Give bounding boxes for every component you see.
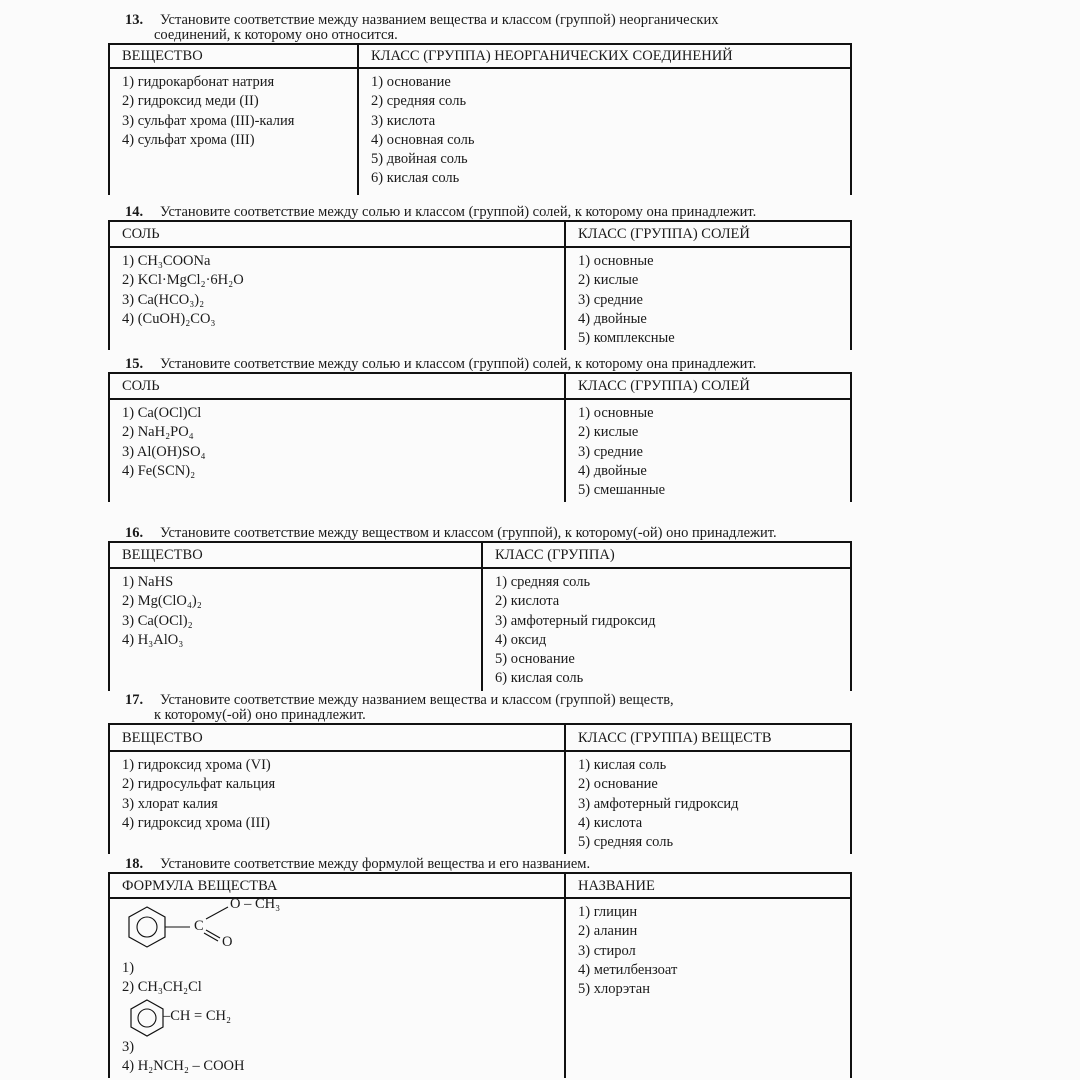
question-number: 16. (125, 525, 144, 541)
matching-table (108, 372, 852, 502)
right-items (565, 399, 851, 502)
list-item: 3) Ca(HCO₃)₂ (122, 291, 205, 308)
matching-table (108, 43, 852, 195)
column-header-left: ФОРМУЛА ВЕЩЕСТВА (109, 873, 565, 898)
list-item: 1) гидрокарбонат натрия (122, 74, 275, 90)
structure-styrene (122, 998, 322, 1038)
list-item: 2) средняя соль (371, 93, 467, 110)
column-header-right: КЛАСС (ГРУППА) ВЕЩЕСТВ (565, 724, 851, 751)
question-number: 13. (125, 12, 144, 28)
question-text: Установите соответствие между названием вещества и классом (группой) веществ, (160, 692, 674, 708)
right-items (565, 898, 851, 1078)
list-item: 2) кислые (578, 272, 639, 289)
right-items (565, 247, 851, 350)
oxygen-label: O (222, 934, 233, 950)
list-item: 3) амфотерный гидроксид (578, 795, 739, 812)
column-header-left: СОЛЬ (109, 373, 565, 399)
vinyl-label: –CH = CH₂ (163, 1007, 232, 1024)
column-header-right: КЛАСС (ГРУППА) СОЛЕЙ (565, 373, 851, 399)
list-item: 5) основание (495, 651, 575, 668)
right-items (358, 68, 851, 195)
list-item: 4) кислота (578, 814, 643, 831)
list-item: 2) кислота (495, 593, 560, 610)
list-item: 5) смешанные (578, 482, 666, 499)
left-items (109, 399, 565, 502)
question-18 (108, 857, 852, 1078)
left-items (109, 898, 565, 1078)
question-text: Установите соответствие между названием вещества и классом (группой) неорганических (160, 12, 719, 28)
list-item: 5) комплексные (578, 330, 675, 347)
list-item: 6) кислая соль (495, 670, 584, 687)
list-item: 1) Ca(OCl)Cl (122, 405, 202, 421)
question-text-cont: соединений, к которому оно относится. (154, 27, 398, 43)
list-item: 3) Al(OH)SO₄ (122, 443, 206, 460)
question-number: 14. (125, 204, 144, 220)
column-header-left: ВЕЩЕСТВО (109, 542, 482, 568)
column-header-right: КЛАСС (ГРУППА) (482, 542, 851, 568)
list-item: 4) двойные (578, 310, 647, 327)
list-item: 3) (122, 1038, 135, 1055)
list-item: 1) глицин (578, 904, 638, 920)
list-item: 3) стирол (578, 942, 636, 959)
list-item: 1) средняя соль (495, 574, 591, 590)
question-16 (108, 526, 852, 691)
column-header-left: СОЛЬ (109, 221, 565, 247)
list-item: 4) оксид (495, 631, 547, 648)
list-item: 4) сульфат хрома (III) (122, 131, 255, 148)
list-item: 2) NaH₂PO₄ (122, 424, 194, 441)
list-item: 2) CH₃CH₂Cl (122, 979, 202, 996)
list-item: 4) гидроксид хрома (III) (122, 814, 270, 831)
list-item: 3) сульфат хрома (III)-калия (122, 112, 295, 129)
list-item: 3) средние (578, 443, 643, 460)
column-header-left: ВЕЩЕСТВО (109, 724, 565, 751)
question-17 (108, 693, 852, 854)
list-item: 4) двойные (578, 462, 647, 479)
list-item: 2) аланин (578, 923, 638, 940)
list-item: 4) H₃AlO₃ (122, 631, 184, 648)
question-number: 15. (125, 356, 144, 372)
question-number: 17. (125, 692, 144, 708)
list-item: 1) NaHS (122, 574, 174, 590)
list-item: 2) Mg(ClO₄)₂ (122, 593, 202, 610)
matching-table (108, 872, 852, 1078)
column-header-right: НАЗВАНИЕ (565, 873, 851, 898)
column-header-right: КЛАСС (ГРУППА) НЕОРГАНИЧЕСКИХ СОЕДИНЕНИЙ (358, 44, 851, 68)
question-number: 18. (125, 856, 144, 872)
left-items (109, 68, 358, 195)
question-14 (108, 205, 852, 350)
list-item: 4) H₂NCH₂ – COOH (122, 1057, 245, 1074)
column-header-right: КЛАСС (ГРУППА) СОЛЕЙ (565, 221, 851, 247)
list-item: 2) гидросульфат кальция (122, 776, 276, 793)
left-items (109, 568, 482, 691)
list-item: 1) (122, 960, 135, 976)
list-item: 1) основные (578, 253, 654, 269)
list-item: 5) двойная соль (371, 151, 468, 168)
list-item: 3) амфотерный гидроксид (495, 612, 656, 629)
list-item: 3) хлорат калия (122, 795, 218, 812)
list-item: 2) гидроксид меди (II) (122, 93, 259, 110)
right-items (565, 751, 851, 854)
question-text: Установите соответствие между формулой вещества и его названием. (160, 856, 591, 872)
list-item: 1) кислая соль (578, 757, 667, 773)
list-item: 1) основные (578, 405, 654, 421)
structure-methyl-benzoate (122, 896, 322, 959)
list-item: 4) метилбензоат (578, 961, 678, 978)
question-text-cont: к которому(-ой) оно принадлежит. (154, 707, 366, 723)
question-text: Установите соответствие между солью и классом (группой) солей, к которому она принадлежит. (160, 356, 757, 372)
matching-table (108, 541, 852, 691)
list-item: 5) средняя соль (578, 834, 674, 851)
right-items (482, 568, 851, 691)
list-item: 1) гидроксид хрома (VI) (122, 757, 271, 773)
methoxy-label: O – CH₃ (230, 896, 281, 912)
matching-table (108, 723, 852, 854)
list-item: 6) кислая соль (371, 170, 460, 187)
list-item: 2) основание (578, 776, 658, 793)
list-item: 3) Ca(OCl)₂ (122, 612, 193, 629)
list-item: 4) (CuOH)₂CO₃ (122, 310, 216, 327)
question-15 (108, 357, 852, 502)
matching-table (108, 220, 852, 350)
list-item: 4) основная соль (371, 131, 475, 148)
question-text: Установите соответствие между веществом и классом (группой), к которому(-ой) оно принадлежит. (160, 525, 777, 541)
left-items (109, 247, 565, 350)
list-item: 3) кислота (371, 112, 436, 129)
carbon-label: C (194, 918, 204, 934)
question-13 (108, 13, 852, 195)
list-item: 2) кислые (578, 424, 639, 441)
list-item: 1) CH₃COONa (122, 253, 211, 269)
list-item: 3) средние (578, 291, 643, 308)
list-item: 1) основание (371, 74, 451, 90)
list-item: 2) KCl·MgCl₂·6H₂O (122, 272, 244, 289)
left-items (109, 751, 565, 854)
list-item: 4) Fe(SCN)₂ (122, 462, 196, 479)
list-item: 5) хлорэтан (578, 981, 650, 998)
column-header-left: ВЕЩЕСТВО (109, 44, 358, 68)
question-text: Установите соответствие между солью и классом (группой) солей, к которому она принадлежит. (160, 204, 757, 220)
